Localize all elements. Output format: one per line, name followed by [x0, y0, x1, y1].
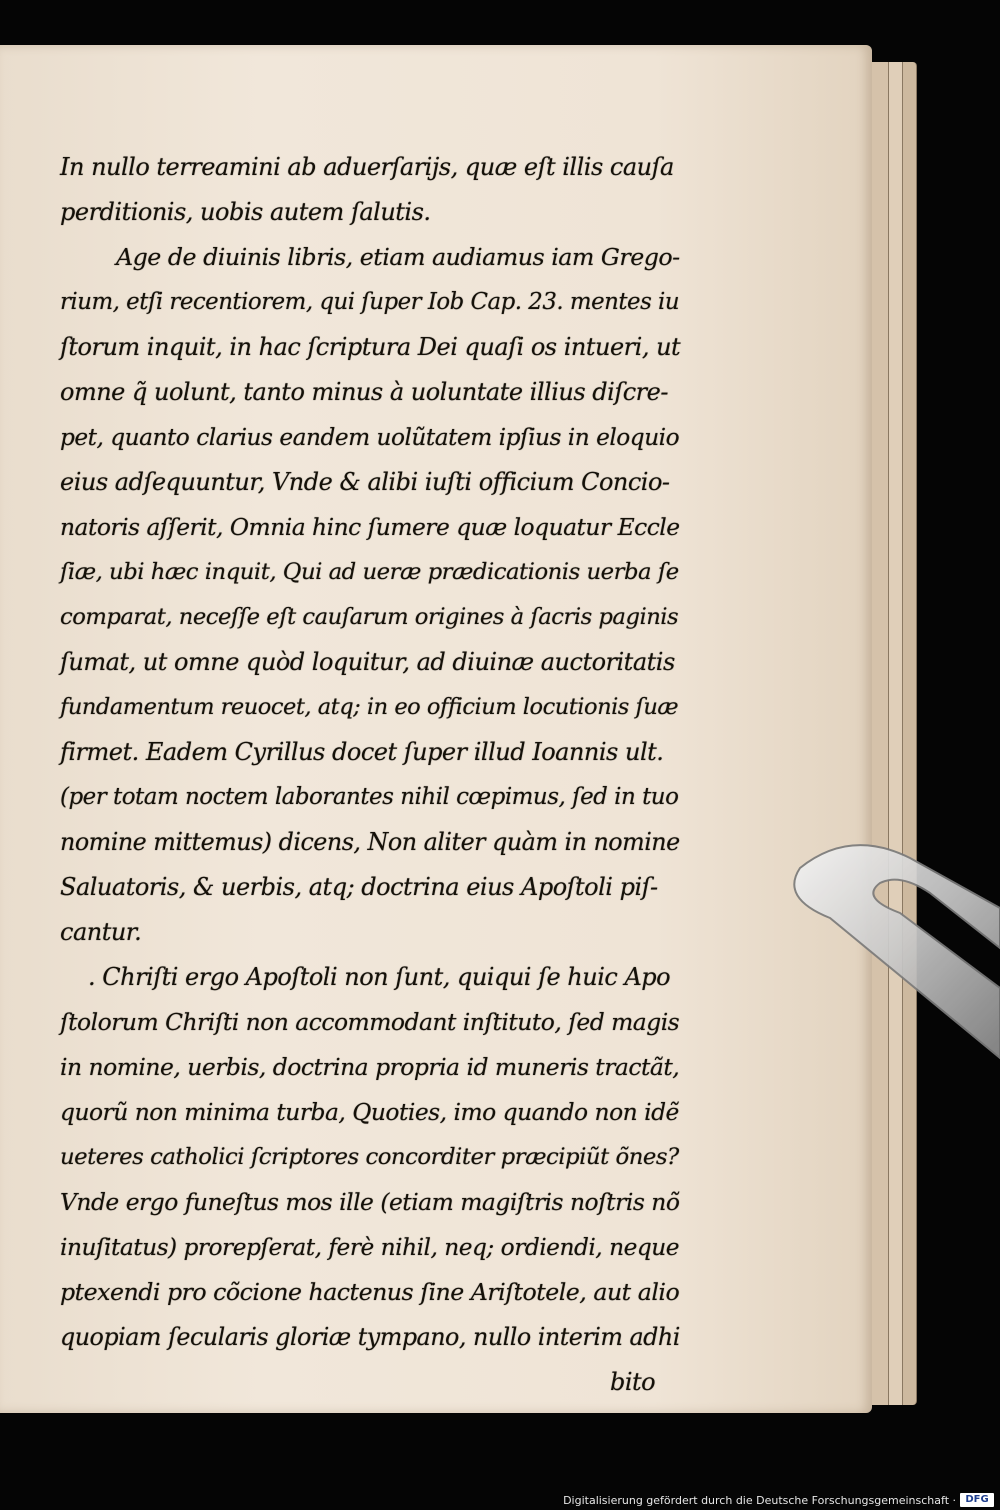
text-line: Vnde ergo funeſtus mos ille (etiam magiſtris noſtris nõ — [60, 1188, 680, 1216]
text-line: in nomine, uerbis, doctrina propria id muneris tractãt, — [60, 1053, 680, 1081]
text-line: (per totam noctem laborantes nihil cœpimus, ſed in tuo — [60, 784, 679, 810]
book-page — [0, 45, 872, 1413]
text-line: In nullo terreamini ab aduerſarijs, quæ eſt illis cauſa — [60, 153, 674, 181]
text-line: . Chriſti ergo Apoſtoli non ſunt, quiqui ſe huic Apo — [88, 963, 671, 991]
text-line: inuſitatus) prorepſerat, ferè nihil, neq; ordiendi, neque — [60, 1234, 680, 1261]
page-text — [60, 145, 680, 1405]
text-line: perditionis, uobis autem ſalutis. — [60, 198, 431, 226]
text-line: comparat, neceſſe eſt cauſarum origines à ſacris paginis — [60, 604, 679, 630]
text-line: ſtorum inquit, in hac ſcriptura Dei quaſi os intueri, ut — [60, 333, 681, 361]
text-line: bito — [610, 1368, 656, 1396]
text-line: fundamentum reuocet, atq; in eo officium locutionis ſuæ — [60, 694, 679, 720]
text-line: natoris aſſerit, Omnia hinc ſumere quæ loquatur Eccle — [60, 513, 680, 541]
text-line: ſtolorum Chriſti non accommodant inſtituto, ſed magis — [60, 1008, 680, 1036]
text-line: nomine mittemus) dicens, Non aliter quàm in nomine — [60, 828, 680, 856]
text-line: ueteres catholici ſcriptores concorditer præcipiũt õnes? — [60, 1144, 679, 1170]
text-line: quorũ non minima turba, Quoties, imo quando non idẽ — [60, 1098, 679, 1126]
text-line: Age de diuinis libris, etiam audiamus iam Grego- — [116, 243, 680, 271]
text-line: Saluatoris, & uerbis, atq; doctrina eius Apoſtoli piſ- — [60, 873, 658, 901]
text-line: firmet. Eadem Cyrillus docet ſuper illud Ioannis ult. — [60, 738, 664, 766]
text-line: ſiæ, ubi hæc inquit, Qui ad ueræ prædicationis uerba ſe — [60, 559, 679, 585]
dfg-logo: DFG — [960, 1493, 994, 1507]
text-line: omne q̃ uolunt, tanto minus à uoluntate illius diſcre- — [60, 378, 668, 406]
text-line: ſumat, ut omne quòd loquitur, ad diuinæ auctoritatis — [60, 648, 675, 676]
text-line: pet, quanto clarius eandem uolũtatem ipſius in eloquio — [60, 424, 680, 451]
text-line: eius adſequuntur, Vnde & alibi iuſti officium Concio- — [60, 468, 670, 496]
text-line: ptexendi pro cõcione hactenus ſine Ariſtotele, aut alio — [60, 1278, 680, 1306]
bookmark-clip-icon — [790, 838, 1000, 1098]
footer-bar — [0, 1488, 1000, 1510]
text-line: quopiam ſecularis gloriæ tympano, nullo interim adhi — [60, 1323, 680, 1351]
text-line: rium, etſi recentiorem, qui ſuper Iob Cap. 23. mentes iu — [60, 289, 680, 315]
funding-credit: Digitalisierung gefördert durch die Deutsche Forschungsgemeinschaft · — [563, 1494, 956, 1507]
text-line: cantur. — [60, 918, 142, 946]
